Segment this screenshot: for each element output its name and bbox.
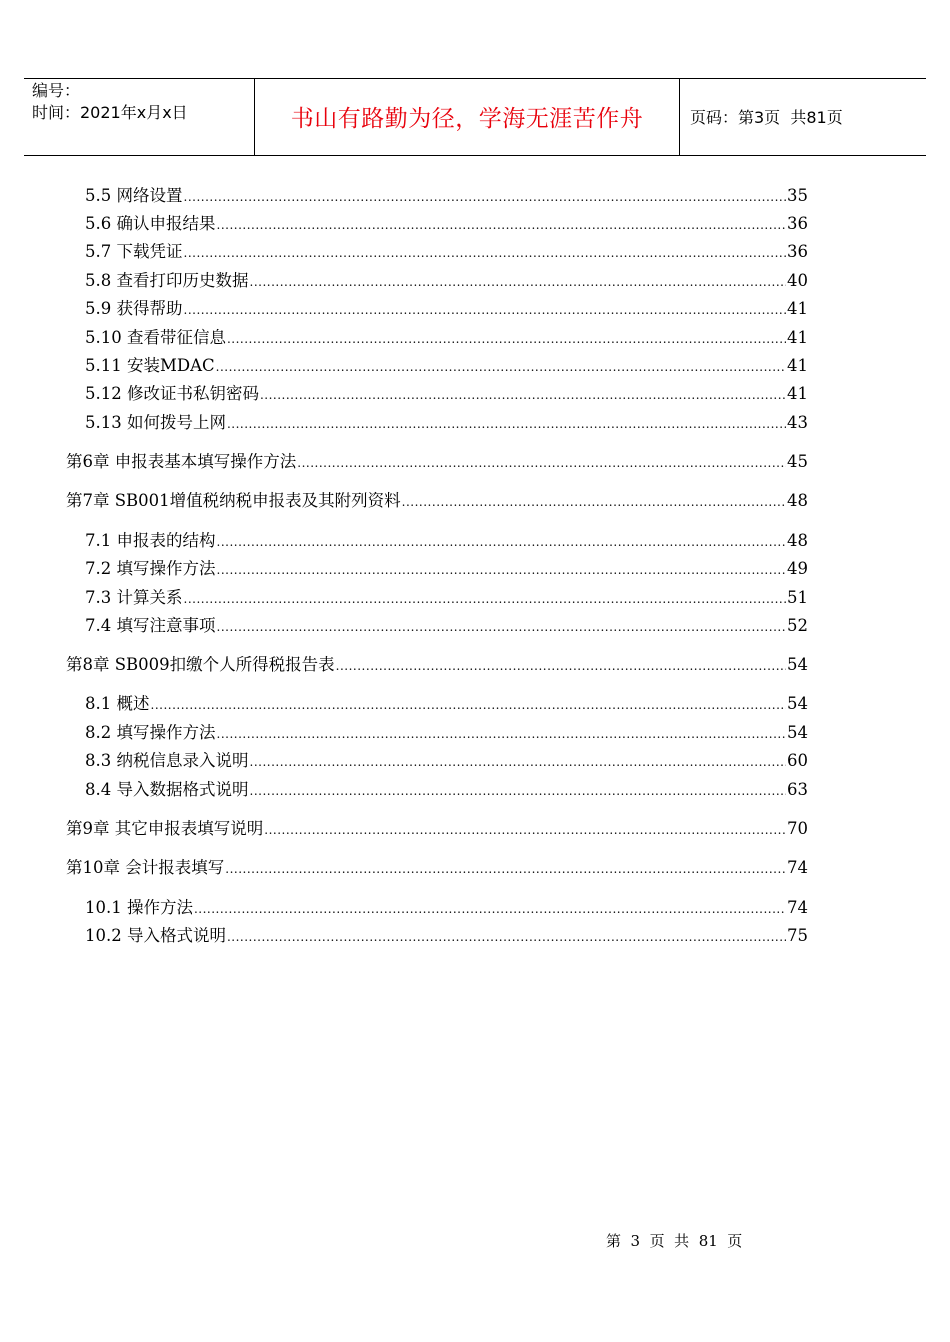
toc-entry-title: 5.13 如何拨号上网	[85, 413, 226, 432]
toc-entry-title: 第9章 其它申报表填写说明	[66, 819, 264, 838]
toc-entry-page-number: 54	[787, 723, 808, 742]
toc-entry[interactable]	[85, 184, 808, 209]
header-page-info	[690, 78, 920, 155]
toc-entry-title: 5.12 修改证书私钥密码	[85, 384, 259, 403]
toc-entry-title: 5.10 查看带征信息	[85, 328, 226, 347]
toc-entry[interactable]	[85, 749, 808, 774]
toc-entry-title: 8.4 导入数据格式说明	[85, 780, 249, 799]
toc-entry[interactable]	[66, 450, 808, 475]
toc-entry[interactable]	[85, 586, 808, 611]
toc-dot-leader	[216, 355, 786, 379]
toc-entry-title: 第7章 SB001增值税纳税申报表及其附列资料	[66, 491, 401, 510]
toc-dot-leader	[250, 779, 787, 803]
toc-entry-title: 7.1 申报表的结构	[85, 531, 216, 550]
toc-dot-leader	[184, 587, 787, 611]
toc-entry-page-number: 48	[787, 491, 808, 510]
toc-entry[interactable]	[66, 856, 808, 881]
toc-dot-leader	[264, 818, 786, 842]
document-time-label: 时间：2021年x月x日	[32, 103, 188, 122]
toc-entry[interactable]	[85, 382, 808, 407]
toc-entry-page-number: 41	[787, 384, 808, 403]
toc-entry-page-number: 63	[787, 780, 808, 799]
toc-dot-leader	[297, 451, 786, 475]
toc-dot-leader	[184, 298, 787, 322]
toc-dot-leader	[217, 722, 787, 746]
toc-entry-page-number: 54	[787, 694, 808, 713]
toc-entry-page-number: 36	[787, 242, 808, 261]
toc-dot-leader	[217, 213, 787, 237]
toc-entry-page-number: 35	[787, 186, 808, 205]
toc-entry[interactable]	[85, 240, 808, 265]
toc-entry[interactable]	[85, 721, 808, 746]
toc-entry-page-number: 43	[787, 413, 808, 432]
toc-entry-title: 5.11 安装MDAC	[85, 356, 215, 375]
document-number-label: 编号：	[32, 81, 81, 100]
toc-entry[interactable]	[85, 529, 808, 554]
toc-dot-leader	[217, 530, 787, 554]
toc-entry-title: 第10章 会计报表填写	[66, 858, 225, 877]
toc-dot-leader	[217, 615, 787, 639]
toc-entry[interactable]	[85, 326, 808, 351]
header-divider-right	[679, 78, 680, 155]
toc-entry-page-number: 70	[787, 819, 808, 838]
toc-dot-leader	[184, 185, 787, 209]
toc-entry-page-number: 36	[787, 214, 808, 233]
toc-entry-page-number: 41	[787, 328, 808, 347]
toc-entry[interactable]	[66, 653, 808, 678]
toc-dot-leader	[227, 327, 786, 351]
toc-entry-title: 7.4 填写注意事项	[85, 616, 216, 635]
toc-entry-page-number: 41	[787, 299, 808, 318]
toc-entry-title: 10.1 操作方法	[85, 898, 193, 917]
toc-entry[interactable]	[85, 924, 808, 949]
header-meta	[32, 80, 252, 124]
toc-entry-title: 第6章 申报表基本填写操作方法	[66, 452, 297, 471]
page-footer: 第 3 页 共 81 页	[606, 1232, 743, 1250]
toc-entry-page-number: 52	[787, 616, 808, 635]
toc-entry[interactable]	[85, 896, 808, 921]
toc-dot-leader	[260, 383, 786, 407]
toc-dot-leader	[250, 750, 787, 774]
toc-entry[interactable]	[85, 411, 808, 436]
toc-entry-page-number: 48	[787, 531, 808, 550]
toc-dot-leader	[250, 270, 787, 294]
toc-entry-title: 8.2 填写操作方法	[85, 723, 216, 742]
toc-dot-leader	[184, 241, 787, 265]
toc-entry[interactable]	[66, 817, 808, 842]
toc-entry-page-number: 74	[787, 898, 808, 917]
toc-entry[interactable]	[85, 557, 808, 582]
toc-entry[interactable]	[85, 297, 808, 322]
toc-entry-title: 8.1 概述	[85, 694, 150, 713]
header-page-label: 页码：第3页 共81页	[690, 108, 843, 127]
toc-entry[interactable]	[66, 489, 808, 514]
toc-entry-title: 8.3 纳税信息录入说明	[85, 751, 249, 770]
toc-entry[interactable]	[85, 778, 808, 803]
toc-entry[interactable]	[85, 692, 808, 717]
toc-dot-leader	[217, 558, 787, 582]
toc-entry-title: 5.6 确认申报结果	[85, 214, 216, 233]
toc-dot-leader	[402, 490, 786, 514]
toc-entry-page-number: 41	[787, 356, 808, 375]
toc-entry-title: 5.9 获得帮助	[85, 299, 183, 318]
header-motto: 书山有路勤为径，学海无涯苦作舟	[290, 106, 644, 132]
toc-dot-leader	[225, 857, 786, 881]
toc-entry[interactable]	[85, 354, 808, 379]
toc-entry-page-number: 45	[787, 452, 808, 471]
toc-entry-title: 5.5 网络设置	[85, 186, 183, 205]
toc-dot-leader	[336, 654, 786, 678]
toc-entry-title: 第8章 SB009扣缴个人所得税报告表	[66, 655, 335, 674]
toc-dot-leader	[227, 925, 786, 949]
toc-entry[interactable]	[85, 269, 808, 294]
toc-dot-leader	[151, 693, 787, 717]
toc-entry-title: 5.8 查看打印历史数据	[85, 271, 249, 290]
toc-entry-title: 10.2 导入格式说明	[85, 926, 226, 945]
toc-entry-page-number: 40	[787, 271, 808, 290]
toc-entry-title: 5.7 下载凭证	[85, 242, 183, 261]
toc-entry-page-number: 51	[787, 588, 808, 607]
toc-entry-page-number: 49	[787, 559, 808, 578]
toc-entry[interactable]	[85, 614, 808, 639]
toc-entry-page-number: 54	[787, 655, 808, 674]
toc-entry-page-number: 75	[787, 926, 808, 945]
toc-entry-title: 7.3 计算关系	[85, 588, 183, 607]
toc-entry-page-number: 60	[787, 751, 808, 770]
toc-entry-page-number: 74	[787, 858, 808, 877]
toc-dot-leader	[194, 897, 786, 921]
header-bottom-rule	[24, 155, 926, 156]
toc-entry-title: 7.2 填写操作方法	[85, 559, 216, 578]
toc-dot-leader	[227, 412, 786, 436]
toc-entry[interactable]	[85, 212, 808, 237]
